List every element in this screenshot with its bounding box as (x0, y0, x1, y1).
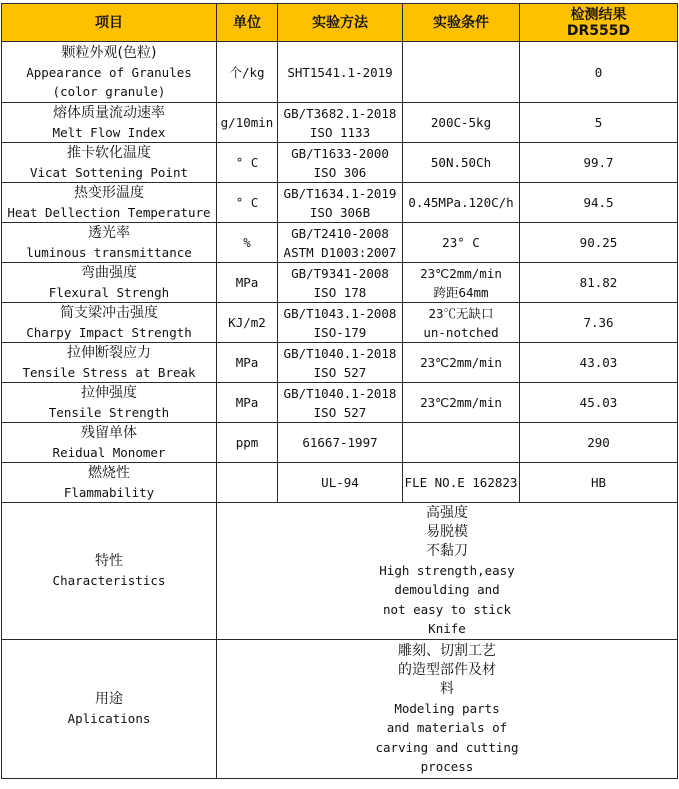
table-row (2, 143, 678, 183)
method-line: GB/T1043.1-2008 (283, 305, 397, 321)
unit-value: % (243, 235, 251, 250)
char-line: High strength,easy (379, 562, 515, 578)
header-item: 项目 (2, 4, 217, 42)
unit-value: MPa (235, 395, 259, 410)
spec-table (1, 3, 678, 779)
result-value: 5 (594, 115, 603, 130)
applications-content (217, 640, 678, 779)
item-name-cn: 简支梁冲击强度 (60, 304, 158, 321)
unit-cell (217, 343, 278, 383)
item-name-cn: 拉伸断裂应力 (67, 344, 151, 361)
item-name-cn: 残留单体 (81, 424, 137, 441)
condition-line: 0.45MPa.120C/h (408, 195, 514, 210)
char-line: Knife (428, 621, 466, 636)
result-cell (520, 383, 678, 423)
applications-label-en: Aplications (67, 710, 151, 726)
method-line: GB/T1633-2000 (291, 145, 389, 161)
result-cell (520, 343, 678, 383)
method-line: GB/T9341-2008 (291, 265, 389, 281)
method-cell (278, 423, 403, 463)
condition-line: 23° C (442, 235, 480, 250)
result-cell (520, 463, 678, 503)
item-cell (2, 183, 217, 223)
condition-cell (403, 343, 520, 383)
unit-cell (217, 42, 278, 103)
condition-line: 跨距64mm (433, 284, 489, 300)
condition-line: 23℃2mm/min (420, 355, 502, 370)
applications-label-cn: 用途 (95, 690, 123, 707)
unit-value: 个/kg (229, 64, 265, 80)
item-cell (2, 383, 217, 423)
condition-line: 23℃无缺口 (428, 305, 494, 321)
item-name-cn: 弯曲强度 (81, 264, 137, 281)
app-line: carving and cutting (375, 739, 519, 755)
method-cell (278, 103, 403, 143)
header-method: 实验方法 (278, 4, 403, 42)
header-unit: 单位 (217, 4, 278, 42)
unit-value: MPa (235, 275, 259, 290)
header-result (520, 4, 678, 42)
item-name-cn: 热变形温度 (74, 184, 144, 201)
item-cell (2, 343, 217, 383)
char-line: not easy to stick (383, 601, 511, 617)
method-line: ASTM D1003:2007 (283, 244, 397, 260)
condition-line: 23℃2mm/min (420, 395, 502, 410)
method-line: ISO 306B (309, 204, 371, 220)
item-name-cn: 拉伸强度 (81, 384, 137, 401)
item-name-en: Charpy Impact Strength (26, 324, 192, 340)
method-line: ISO 306 (313, 164, 367, 180)
result-cell (520, 263, 678, 303)
condition-line: 23℃2mm/min (420, 265, 502, 281)
method-cell (278, 223, 403, 263)
table-row (2, 463, 678, 503)
item-name-cn: 燃烧性 (88, 464, 130, 481)
table-header (2, 4, 678, 42)
result-cell (520, 223, 678, 263)
header-condition: 实验条件 (403, 4, 520, 42)
condition-cell (403, 183, 520, 223)
item-cell (2, 423, 217, 463)
result-value: 99.7 (583, 155, 614, 170)
result-cell (520, 143, 678, 183)
result-value: 45.03 (579, 395, 618, 410)
characteristics-label-cn: 特性 (95, 552, 123, 569)
table-footer (2, 503, 678, 779)
unit-value: MPa (235, 355, 259, 370)
table-body (2, 42, 678, 503)
applications-label (2, 640, 217, 779)
unit-value: g/10min (220, 115, 274, 130)
method-line: SHT1541.1-2019 (287, 64, 393, 80)
table-row (2, 343, 678, 383)
unit-cell (217, 223, 278, 263)
item-name-en: (color granule) (52, 83, 166, 99)
condition-cell (403, 303, 520, 343)
item-cell (2, 42, 217, 103)
item-cell (2, 223, 217, 263)
condition-line: 50N.50Ch (430, 155, 492, 170)
method-cell (278, 42, 403, 103)
result-value: 7.36 (583, 315, 614, 330)
item-name-cn: 推卡软化温度 (67, 144, 151, 161)
method-line: GB/T3682.1-2018 (283, 105, 397, 121)
result-cell (520, 42, 678, 103)
item-cell (2, 303, 217, 343)
unit-cell (217, 103, 278, 143)
condition-cell (403, 463, 520, 503)
method-line: GB/T1634.1-2019 (283, 185, 397, 201)
result-value: 290 (587, 435, 610, 450)
unit-cell (217, 143, 278, 183)
condition-cell (403, 223, 520, 263)
result-value: 0 (594, 64, 603, 80)
method-line: ISO-179 (313, 324, 367, 340)
char-line: 高强度 (426, 504, 468, 521)
unit-cell (217, 423, 278, 463)
header-result-title: 检测结果 (570, 6, 627, 23)
result-value: 43.03 (579, 355, 618, 370)
result-value: 94.5 (583, 195, 614, 210)
char-line: 不黏刀 (426, 542, 468, 559)
condition-line: un-notched (423, 324, 499, 340)
result-cell (520, 103, 678, 143)
item-name-en: Tensile Stress at Break (22, 364, 196, 380)
table-row (2, 263, 678, 303)
result-cell (520, 303, 678, 343)
app-line: process (420, 759, 474, 774)
app-line: 的造型部件及材 (398, 661, 496, 678)
method-cell (278, 263, 403, 303)
item-cell (2, 463, 217, 503)
condition-cell (403, 42, 520, 103)
method-cell (278, 303, 403, 343)
header-result-code: DR555D (566, 22, 631, 39)
table-row (2, 183, 678, 223)
result-value: HB (590, 475, 607, 490)
table-row (2, 383, 678, 423)
condition-cell (403, 383, 520, 423)
item-name-cn: 透光率 (88, 224, 130, 241)
item-name-en: Appearance of Granules (26, 64, 192, 80)
unit-cell (217, 263, 278, 303)
table-row (2, 423, 678, 463)
result-value: 81.82 (579, 275, 618, 290)
item-name-en: Heat Dellection Temperature (7, 204, 211, 220)
table-row (2, 223, 678, 263)
method-cell (278, 343, 403, 383)
result-cell (520, 423, 678, 463)
item-name-cn: 颗粒外观(色粒) (61, 44, 157, 61)
method-line: 61667-1997 (302, 435, 378, 450)
unit-cell (217, 383, 278, 423)
method-line: GB/T1040.1-2018 (283, 345, 397, 361)
characteristics-label (2, 503, 217, 640)
condition-line: 200C-5kg (430, 115, 492, 130)
characteristics-content (217, 503, 678, 640)
unit-cell (217, 183, 278, 223)
method-cell (278, 143, 403, 183)
app-line: Modeling parts (394, 700, 500, 716)
condition-cell (403, 263, 520, 303)
table-row (2, 103, 678, 143)
unit-value: ° C (235, 195, 259, 210)
item-name-en: Flexural Strengh (48, 284, 170, 300)
table-row (2, 42, 678, 103)
item-cell (2, 143, 217, 183)
app-line: and materials of (386, 720, 508, 735)
method-line: GB/T1040.1-2018 (283, 385, 397, 401)
unit-cell (217, 303, 278, 343)
condition-cell (403, 423, 520, 463)
method-cell (278, 383, 403, 423)
item-cell (2, 103, 217, 143)
unit-value: KJ/m2 (228, 315, 266, 330)
table-row (2, 303, 678, 343)
item-name-cn: 熔体质量流动速率 (53, 104, 165, 121)
method-cell (278, 463, 403, 503)
result-cell (520, 183, 678, 223)
method-line: ISO 1133 (309, 124, 371, 140)
item-name-en: Tensile Strength (48, 404, 170, 420)
method-line: ISO 178 (313, 284, 367, 300)
method-line: ISO 527 (313, 404, 367, 420)
method-line: GB/T2410-2008 (291, 225, 389, 241)
app-line: 料 (440, 680, 454, 697)
item-name-en: Vicat Sottening Point (29, 164, 189, 180)
item-name-en: luminous transmittance (26, 244, 192, 260)
char-line: 易脱模 (426, 523, 468, 540)
condition-cell (403, 143, 520, 183)
unit-cell (217, 463, 278, 503)
item-name-en: Flammability (63, 484, 155, 500)
characteristics-label-en: Characteristics (52, 572, 166, 588)
item-name-en: Melt Flow Index (52, 124, 166, 140)
char-line: demoulding and (394, 582, 500, 597)
condition-line: FLE NO.E 162823 (404, 475, 518, 490)
item-cell (2, 263, 217, 303)
method-line: ISO 527 (313, 364, 367, 380)
app-line: 雕刻、切割工艺 (398, 642, 496, 659)
unit-value: ppm (235, 435, 259, 450)
item-name-en: Reidual Monomer (52, 444, 166, 460)
method-cell (278, 183, 403, 223)
unit-value: ° C (235, 155, 259, 170)
condition-cell (403, 103, 520, 143)
method-line: UL-94 (321, 475, 359, 490)
result-value: 90.25 (579, 235, 618, 250)
